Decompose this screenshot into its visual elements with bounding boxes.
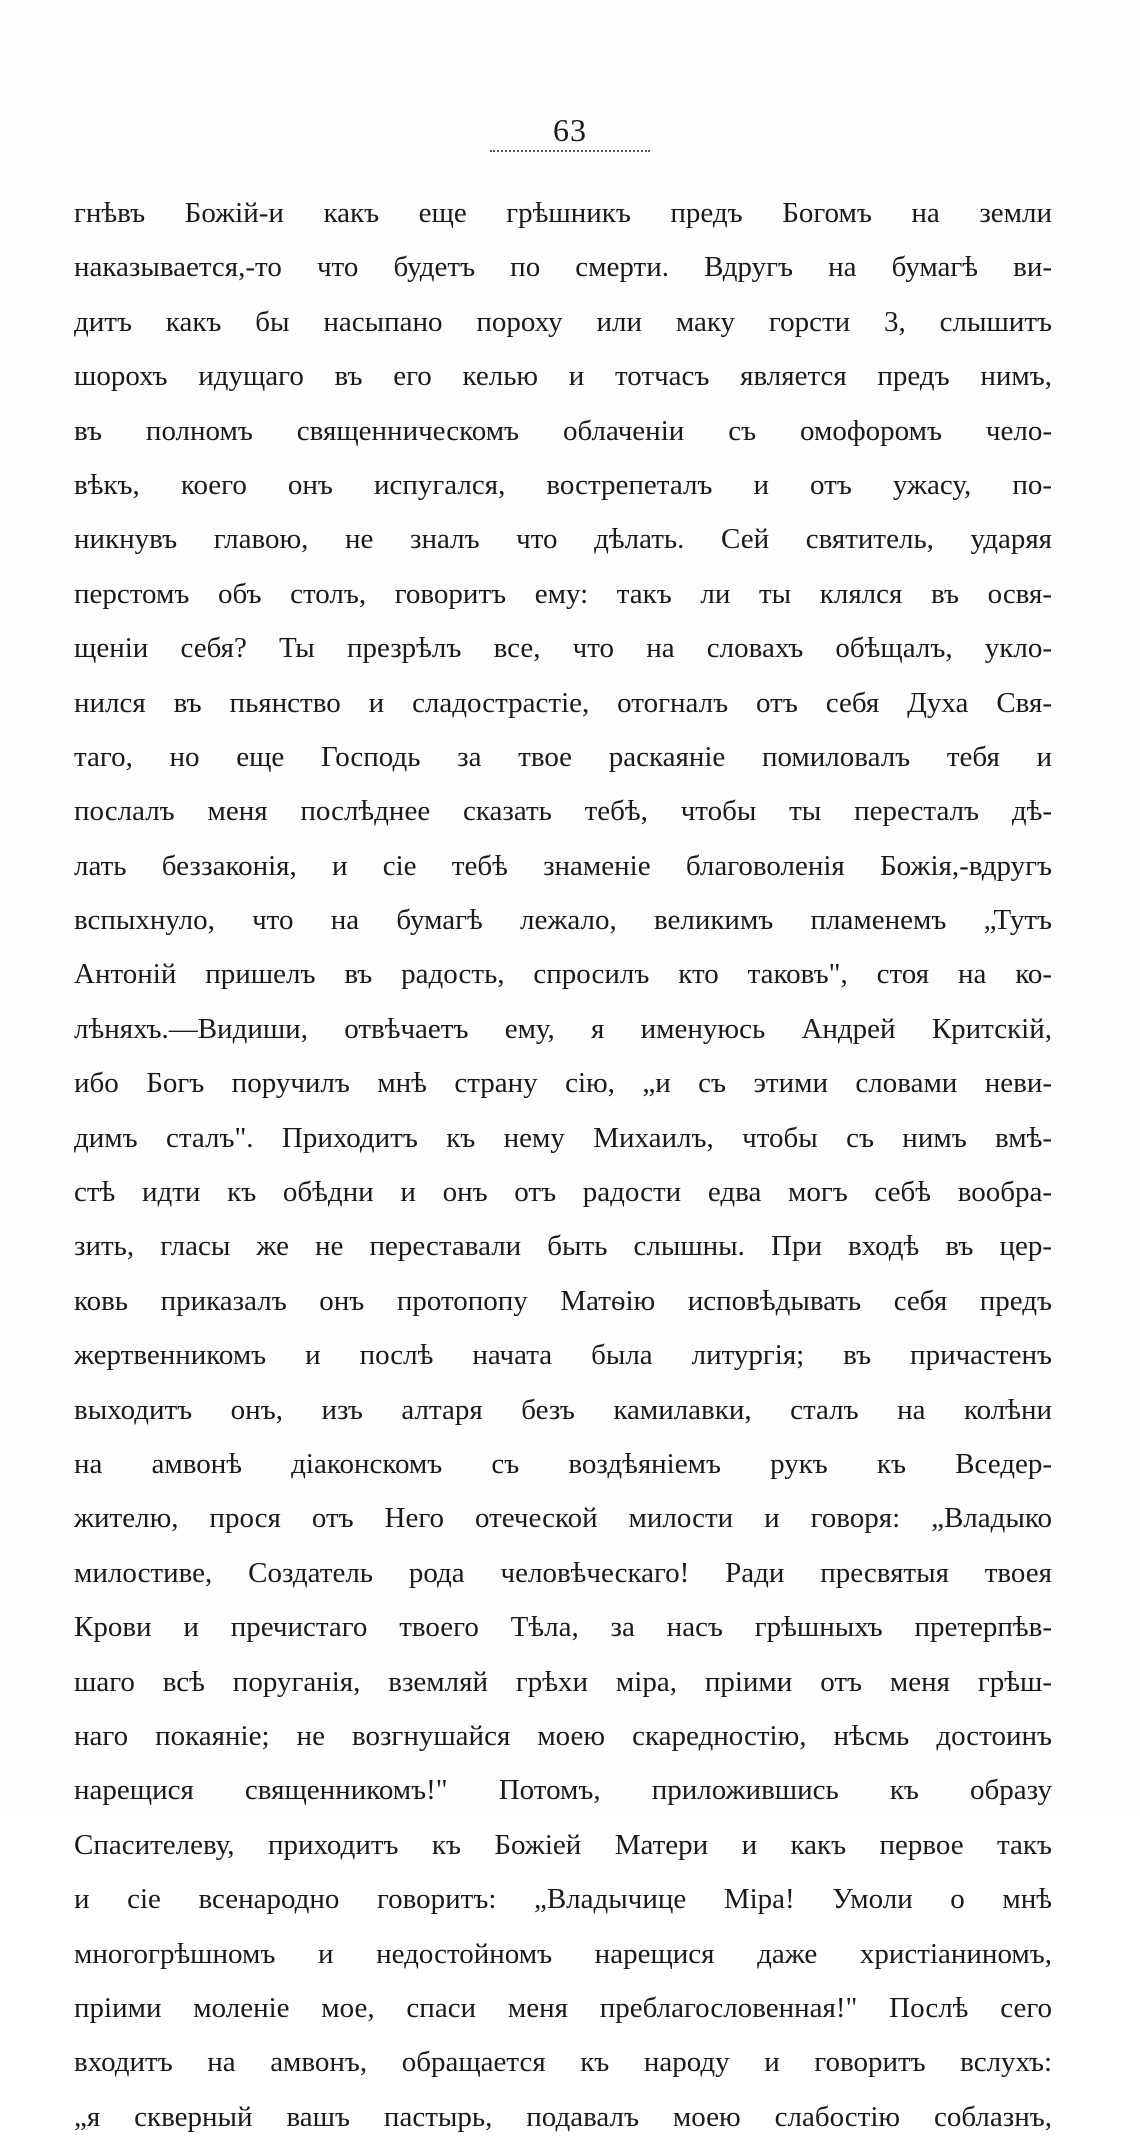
text-line: лать беззаконія, и сіе тебѣ знаменіе благоволенія Божія,-вдругъ (74, 849, 1052, 882)
text-line: гнѣвъ Божій-и какъ еще грѣшникъ предъ Богомъ на земли (74, 197, 1052, 229)
text-line: вѣкъ, коего онъ испугался, вострепеталъ и отъ ужасу, по- (74, 468, 1052, 501)
text-line: стѣ идти къ обѣдни и онъ отъ радости едва могъ себѣ вообра- (74, 1176, 1052, 1209)
text-line: въ полномъ священническомъ облаченіи съ омофоромъ чело- (74, 414, 1052, 447)
text-line: таго, но еще Господь за твое раскаяніе помиловалъ тебя и (74, 740, 1052, 773)
text-line: нарещися священникомъ!" Потомъ, приложившись къ образу (74, 1774, 1052, 1807)
text-line: никнувъ главою, не зналъ что дѣлать. Сей святитель, ударяя (74, 523, 1052, 556)
text-line: входитъ на амвонъ, обращается къ народу и говоритъ вслухъ: (74, 2046, 1052, 2079)
text-line: шорохъ идущаго въ его келью и тотчасъ является предъ нимъ, (74, 360, 1052, 393)
text-line: „я скверный вашъ пастырь, подавалъ моею слабостію соблазнъ, (74, 2100, 1052, 2133)
text-line: Спасителеву, приходитъ къ Божіей Матери и какъ первое такъ (74, 1828, 1052, 1861)
text-line: шаго всѣ поруганія, вземляй грѣхи міра, пріими отъ меня грѣш- (74, 1665, 1052, 1698)
text-line: Крови и пречистаго твоего Тѣла, за насъ грѣшныхъ претерпѣв- (74, 1611, 1052, 1644)
text-line: наго покаяніе; не возгнушайся моею скаредностію, нѣсмь достоинъ (74, 1719, 1052, 1752)
text-line: димъ сталъ". Приходитъ къ нему Михаилъ, чтобы съ нимъ вмѣ- (74, 1121, 1052, 1154)
header-rule (490, 150, 650, 152)
text-line: перстомъ объ столъ, говоритъ ему: такъ ли ты клялся въ освя- (74, 577, 1052, 610)
text-line: зить, гласы же не переставали быть слышны. При входѣ въ цер- (74, 1230, 1052, 1263)
text-line: ибо Богъ поручилъ мнѣ страну сію, „и съ этими словами неви- (74, 1067, 1052, 1100)
text-line: дитъ какъ бы насыпано пороху или маку горсти 3, слышитъ (74, 305, 1052, 338)
text-line: послалъ меня послѣднее сказать тебѣ, чтобы ты пересталъ дѣ- (74, 795, 1052, 828)
text-line: Антоній пришелъ въ радость, спросилъ кто таковъ", стоя на ко- (74, 958, 1052, 991)
text-line: жертвенникомъ и послѣ начата была литургія; въ причастенъ (74, 1339, 1052, 1372)
text-line: выходитъ онъ, изъ алтаря безъ камилавки, сталъ на колѣни (74, 1393, 1052, 1426)
text-line: пріими моленіе мое, спаси меня преблагословенная!" Послѣ сего (74, 1991, 1052, 2024)
text-line: многогрѣшномъ и недостойномъ нарещися даже христіаниномъ, (74, 1937, 1052, 1970)
text-body (74, 186, 1052, 2144)
text-line: на амвонѣ діаконскомъ съ воздѣяніемъ рукъ къ Вседер- (74, 1447, 1052, 1480)
text-line: вспыхнуло, что на бумагѣ лежало, великимъ пламенемъ „Тутъ (74, 904, 1052, 937)
text-line: милостиве, Создатель рода человѣческаго! Ради пресвятыя твоея (74, 1556, 1052, 1589)
text-line: щеніи себя? Ты презрѣлъ все, что на словахъ обѣщалъ, укло- (74, 632, 1052, 665)
page-number: 63 (553, 112, 587, 148)
text-line: и сіе всенародно говоритъ: „Владычице Міра! Умоли о мнѣ (74, 1883, 1052, 1916)
text-line: ковь приказалъ онъ протопопу Матѳію исповѣдывать себя предъ (74, 1284, 1052, 1317)
text-line: наказывается,-то что будетъ по смерти. Вдругъ на бумагѣ ви- (74, 251, 1052, 284)
text-line: жителю, прося отъ Него отеческой милости и говоря: „Владыко (74, 1502, 1052, 1535)
text-line: лѣняхъ.—Видиши, отвѣчаетъ ему, я именуюсь Андрей Критскій, (74, 1012, 1052, 1045)
text-line: нился въ пьянство и сладострастіе, отогналъ отъ себя Духа Свя- (74, 686, 1052, 719)
